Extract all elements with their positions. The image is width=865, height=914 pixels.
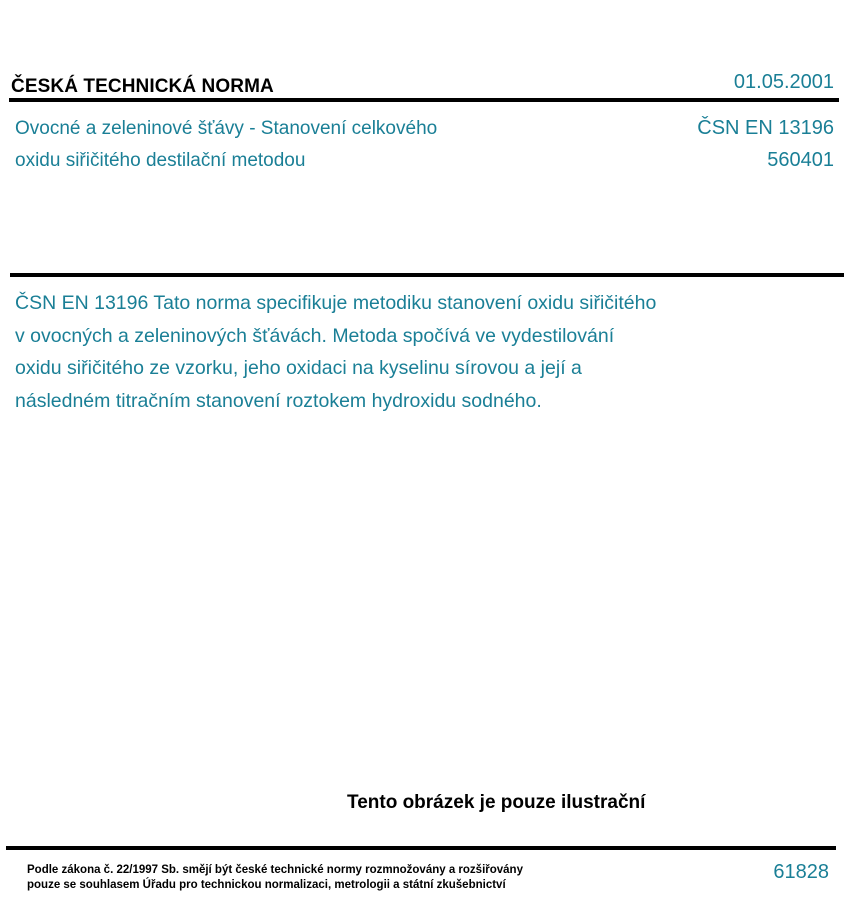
- abstract-line: následném titračním stanovení roztokem hydroxidu sodného.: [15, 389, 542, 412]
- document-number: 61828: [773, 861, 829, 883]
- standard-title-line-1: Ovocné a zeleninové šťávy - Stanovení celkového: [15, 118, 438, 139]
- illustration-notice: Tento obrázek je pouze ilustrační: [347, 792, 646, 813]
- publication-date: 01.05.2001: [733, 71, 834, 93]
- footer-divider: [6, 846, 836, 850]
- legal-notice: [27, 863, 523, 893]
- header-divider: [9, 98, 839, 102]
- document-type-title: ČESKÁ TECHNICKÁ NORMA: [11, 76, 274, 97]
- section-divider: [10, 273, 844, 277]
- abstract-line: oxidu siřičitého ze vzorku, jeho oxidaci na kyselinu sírovou a její a: [15, 357, 582, 379]
- standard-title-line-2: oxidu siřičitého destilační metodou: [15, 150, 306, 171]
- classification-number: 560401: [767, 149, 834, 171]
- legal-notice-line: Podle zákona č. 22/1997 Sb. smějí být české technické normy rozmnožovány a rozšiřovány: [27, 864, 523, 876]
- abstract-line: v ovocných a zeleninových šťávách. Metoda spočívá ve vydestilování: [15, 324, 615, 347]
- abstract-line: ČSN EN 13196 Tato norma specifikuje metodiku stanovení oxidu siřičitého: [15, 292, 657, 314]
- abstract: [15, 287, 755, 417]
- legal-notice-line: pouze se souhlasem Úřadu pro technickou normalizaci, metrologii a státní zkušebnictví: [27, 879, 506, 891]
- standard-code: ČSN EN 13196: [697, 117, 834, 139]
